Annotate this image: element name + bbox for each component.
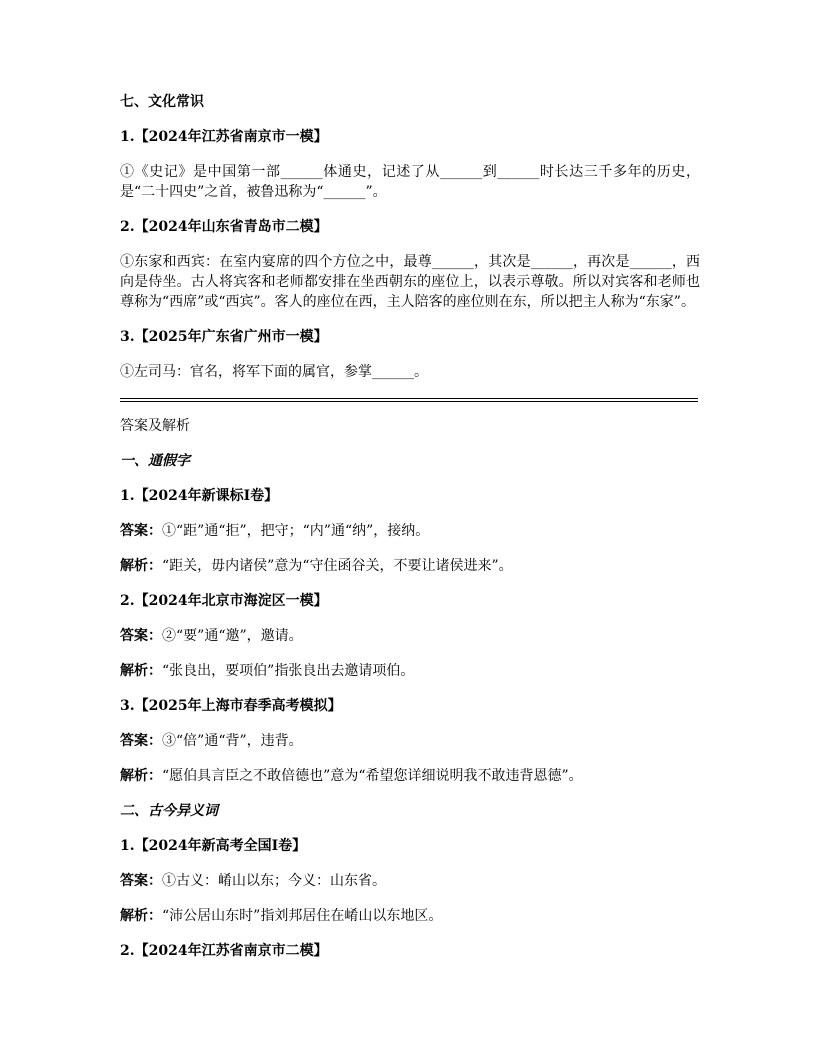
section-heading-culture: 七、文化常识 <box>120 94 204 110</box>
document-content <box>120 92 700 976</box>
answer-title: 1.【2024年新课标Ⅰ卷】 <box>120 488 279 504</box>
answer-label: 答案 <box>120 628 148 644</box>
answer-label: 答案 <box>120 733 148 749</box>
section-heading-tongjia: 一、通假字 <box>120 453 190 469</box>
answers-heading: 答案及解析 <box>120 418 190 434</box>
double-divider <box>120 398 698 402</box>
section-heading-gujin: 二、古今异义词 <box>120 803 218 819</box>
analysis-label: 解析 <box>120 768 148 784</box>
question-title: 1.【2024年江苏省南京市一模】 <box>120 129 328 145</box>
question-text: ①《史记》是中国第一部______体通史，记述了从______到______时长达三千多年的历史，是“二十四史”之首，被鲁迅称为“______”。 <box>120 164 700 200</box>
question-title: 3.【2025年广东省广州市一模】 <box>120 329 328 345</box>
analysis-line: 解析：“愿伯具言臣之不敢倍德也”意为“希望您详细说明我不敢违背恩德”。 <box>120 768 583 784</box>
answer-line: 答案：①古义：崤山以东；今义：山东省。 <box>120 873 386 889</box>
analysis-line: 解析：“张良出，要项伯”指张良出去邀请项伯。 <box>120 663 415 679</box>
answer-text: ①古义：崤山以东；今义：山东省。 <box>162 873 386 889</box>
answer-text: ②“要”通“邀”，邀请。 <box>162 628 303 644</box>
analysis-label: 解析 <box>120 663 148 679</box>
analysis-label: 解析 <box>120 908 148 924</box>
answer-line: 答案：①“距”通“拒”，把守；“内”通“纳”，接纳。 <box>120 523 430 539</box>
question-title: 2.【2024年山东省青岛市二模】 <box>120 219 328 235</box>
question-text: ①东家和西宾：在室内宴席的四个方位之中，最尊______，其次是______，再次是______，西向是侍坐。古人将宾客和老师都安排在坐西朝东的座位上，以表示尊敬。所以对宾客和老师也尊称为“西席”或“西宾”。客人的座位在西，主人陪客的座位则在东，所以把主人称为“东家”。 <box>120 254 700 310</box>
question-text: ①左司马：官名，将军下面的属官，参掌______。 <box>120 364 428 380</box>
answer-title: 3.【2025年上海市春季高考模拟】 <box>120 698 342 714</box>
answer-title: 2.【2024年北京市海淀区一模】 <box>120 593 328 609</box>
answer-text: ①“距”通“拒”，把守；“内”通“纳”，接纳。 <box>162 523 430 539</box>
answer-line: 答案：③“倍”通“背”，违背。 <box>120 733 303 749</box>
answer-label: 答案 <box>120 873 148 889</box>
analysis-text: “张良出，要项伯”指张良出去邀请项伯。 <box>162 663 415 679</box>
analysis-line: 解析：“沛公居山东时”指刘邦居住在崤山以东地区。 <box>120 908 443 924</box>
answer-label: 答案 <box>120 523 148 539</box>
analysis-line: 解析：“距关，毋内诸侯”意为“守住函谷关，不要让诸侯进来”。 <box>120 558 513 574</box>
answer-title: 2.【2024年江苏省南京市二模】 <box>120 943 328 959</box>
answer-title: 1.【2024年新高考全国Ⅰ卷】 <box>120 838 307 854</box>
answer-line: 答案：②“要”通“邀”，邀请。 <box>120 628 303 644</box>
analysis-text: “沛公居山东时”指刘邦居住在崤山以东地区。 <box>162 908 443 924</box>
answer-text: ③“倍”通“背”，违背。 <box>162 733 303 749</box>
analysis-text: “愿伯具言臣之不敢倍德也”意为“希望您详细说明我不敢违背恩德”。 <box>162 768 583 784</box>
analysis-text: “距关，毋内诸侯”意为“守住函谷关，不要让诸侯进来”。 <box>162 558 513 574</box>
analysis-label: 解析 <box>120 558 148 574</box>
